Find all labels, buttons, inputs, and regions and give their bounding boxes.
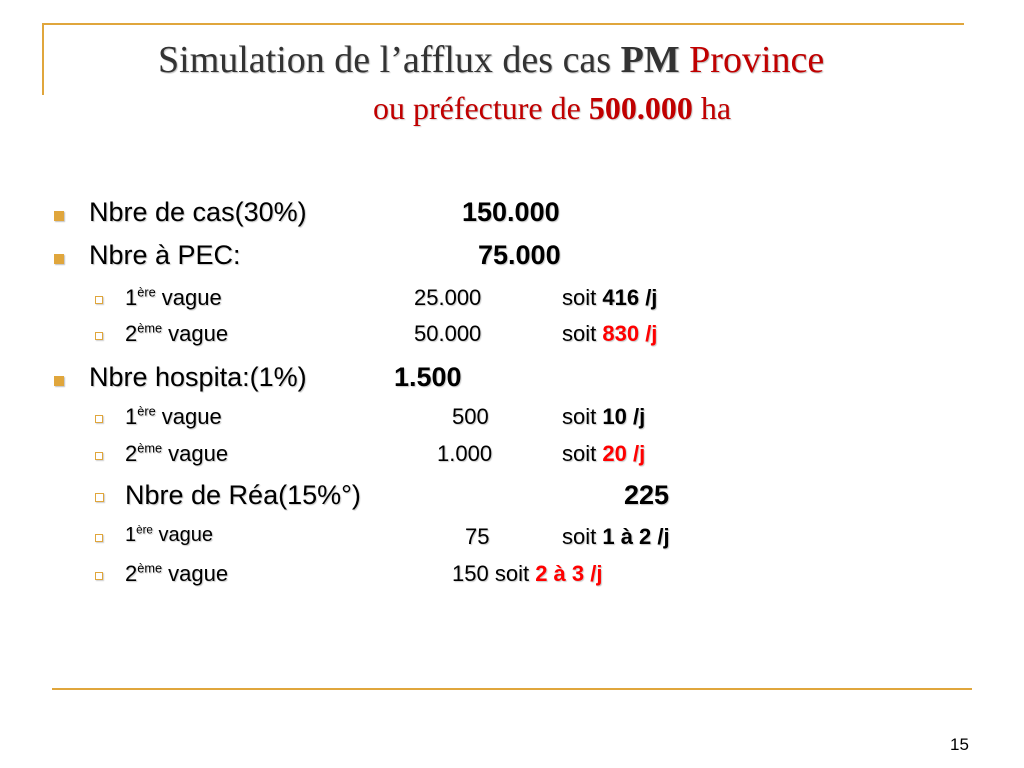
wave-value: 50.000 (414, 321, 482, 346)
cas-value: 150.000 (462, 197, 560, 227)
title-population: 500.000 (588, 90, 693, 126)
wave-label: 1ère vague (125, 403, 222, 429)
sub-row-rea (0, 480, 1024, 520)
wave-rate: soit 416 /j (562, 285, 658, 310)
wave-label: 2ème vague (125, 320, 229, 346)
rea-label: Nbre de Réa(15%°) (125, 480, 361, 510)
wave-value: 25.000 (414, 285, 482, 310)
title-province: Province (679, 39, 825, 81)
sub-row-pec-wave-1 (0, 285, 1024, 325)
bullet-row-pec (0, 240, 1024, 280)
hollow-square-bullet-icon (95, 534, 103, 542)
sub-row-pec-wave-2 (0, 321, 1024, 361)
top-rule (42, 23, 964, 25)
square-bullet-icon (54, 376, 64, 386)
hollow-square-bullet-icon (95, 415, 103, 423)
sub-row-rea-wave-2 (0, 561, 1024, 601)
square-bullet-icon (54, 211, 64, 221)
sub-row-rea-wave-1 (0, 524, 1024, 564)
pec-label: Nbre à PEC: (89, 240, 241, 270)
wave-label: 1ère vague (125, 284, 222, 310)
title-line-1 (158, 38, 824, 82)
wave-value: 1.000 (437, 441, 493, 466)
cas-label: Nbre de cas(30%) (89, 197, 307, 227)
sub-row-hospita-wave-1 (0, 404, 1024, 444)
hollow-square-bullet-icon (95, 493, 104, 502)
bullet-row-cas (0, 197, 1024, 237)
title-line-2 (0, 90, 1024, 127)
sub-row-hospita-wave-2 (0, 441, 1024, 481)
bullet-row-hospita (0, 362, 1024, 402)
hollow-square-bullet-icon (95, 572, 103, 580)
rea-value: 225 (624, 480, 670, 510)
wave-label: 1ère vague (125, 523, 213, 546)
wave-label: 2ème vague (125, 440, 229, 466)
bottom-rule (52, 688, 972, 690)
hollow-square-bullet-icon (95, 452, 103, 460)
wave-rate: soit 1 à 2 /j (562, 524, 670, 549)
wave-value: 75 (465, 524, 490, 549)
wave-value: 500 (452, 404, 489, 429)
wave-value-and-rate: 150 soit 2 à 3 /j (452, 561, 603, 586)
pec-value: 75.000 (478, 240, 561, 270)
hollow-square-bullet-icon (95, 296, 103, 304)
title-line-2-text: ou préfecture de (372, 90, 589, 126)
hospita-label: Nbre hospita:(1%) (89, 362, 307, 392)
square-bullet-icon (54, 254, 64, 264)
wave-label: 2ème vague (125, 560, 229, 586)
page-number: 15 (950, 735, 969, 754)
hollow-square-bullet-icon (95, 332, 103, 340)
wave-rate: soit 20 /j (562, 441, 646, 466)
wave-rate: soit 830 /j (562, 321, 658, 346)
left-rule (42, 23, 44, 95)
wave-rate: soit 10 /j (562, 404, 646, 429)
title-unit: ha (692, 90, 732, 126)
hospita-value: 1.500 (394, 362, 462, 392)
title-line-1-text: Simulation de l’afflux des cas (158, 39, 621, 81)
title-pm: PM (620, 39, 680, 81)
